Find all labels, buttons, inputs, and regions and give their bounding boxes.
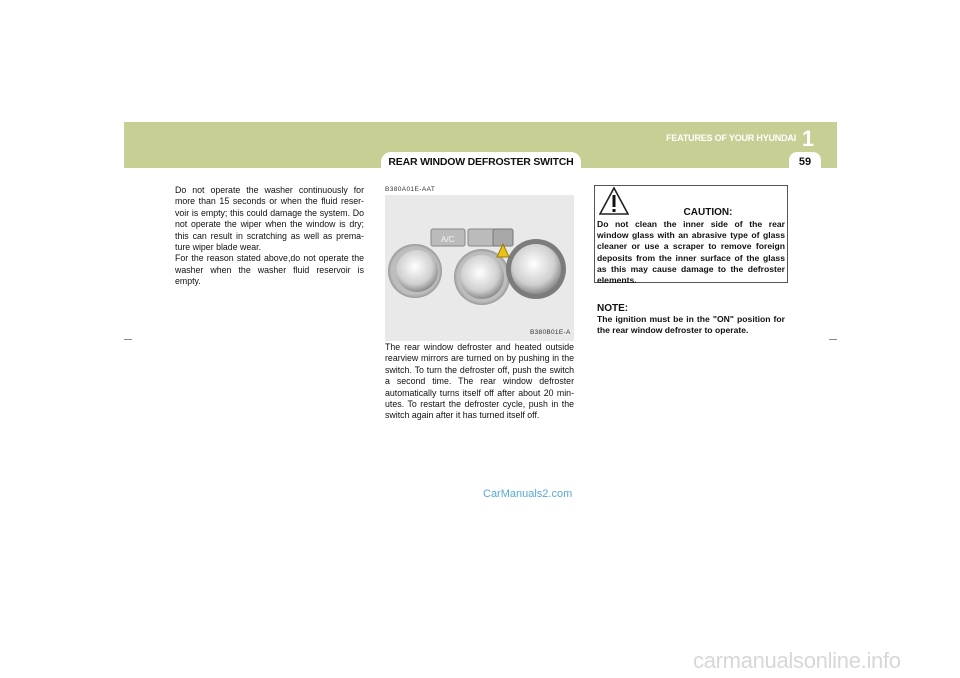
crop-mark-right: [829, 339, 837, 340]
watermark-link[interactable]: CarManuals2.com: [483, 488, 573, 500]
note-body: The ignition must be in the "ON" position for the rear window defroster to operate.: [597, 314, 785, 336]
defroster-description: The rear window defroster and heated outside rearview mirrors are turned on by pushing in the switch. To turn the defroster off, push the switch a second time. The rear window defroster automatically turns itself off after about 20 min-utes. To restart the defroster cycle, push in the switch again after it has turned itself off.: [385, 342, 574, 421]
fan-knob: [460, 255, 504, 299]
washer-warning-text: [175, 185, 364, 288]
mode-knob: [396, 250, 438, 292]
climate-panel-illustration: [385, 195, 574, 341]
caution-body: Do not clean the inner side of the rear window glass with an abrasive type of glass cleaner or use a scraper to remove foreign deposits from the inner surface of the glass as this may cause damage to the defroster elements.: [597, 219, 785, 286]
climate-control-figure: [385, 195, 574, 341]
section-title: REAR WINDOW DEFROSTER SWITCH: [381, 152, 581, 172]
temp-knob: [511, 244, 561, 294]
chapter-title: FEATURES OF YOUR HYUNDAI: [666, 133, 796, 143]
figure-code-top: B380A01E-AAT: [385, 186, 436, 193]
ac-button-label: A/C: [441, 235, 455, 244]
chapter-number: 1: [801, 126, 815, 151]
crop-mark-left: [124, 339, 132, 340]
caution-title: CAUTION:: [683, 207, 733, 218]
washer-warning-paragraph: Do not operate the washer continuously for more than 15 seconds or when the fluid reser-voir is empty; this could damage the system. Do not operate the wiper when the window is dry; this can result in scratching as well as prema-ture wiper blade wear. For the reason stated above,do not operate the washer when the washer fluid reservoir is empty.: [175, 185, 364, 287]
warning-triangle-icon: [599, 187, 629, 215]
note-title: NOTE:: [597, 303, 629, 314]
footer-site-logo: carmanualsonline.info: [693, 648, 901, 673]
figure-code-bottom: B380B01E-A: [530, 329, 571, 336]
page-number: 59: [789, 152, 821, 172]
